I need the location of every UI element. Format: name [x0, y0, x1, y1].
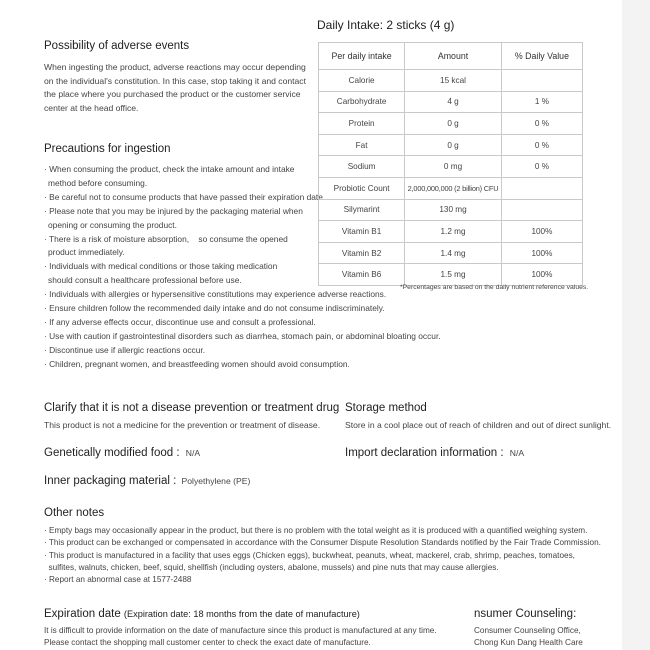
table-row	[319, 91, 583, 113]
page-margin-bar	[622, 0, 650, 650]
adverse-line: on the individual's constitution. In this case, stop taking it and contact	[44, 75, 306, 86]
table-row	[319, 242, 583, 264]
import-row	[345, 447, 524, 459]
adverse-line: When ingesting the product, adverse reactions may occur depending	[44, 62, 306, 72]
expiration-heading: Expiration date	[44, 608, 121, 620]
nutrient-amount: 130 mg	[405, 199, 502, 221]
import-value: N/A	[509, 448, 525, 458]
list-item: should consult a healthcare professional before use.	[48, 275, 242, 286]
list-item: opening or consuming the product.	[48, 219, 177, 230]
nutrient-amount: 0 g	[405, 113, 502, 135]
list-item: · If any adverse effects occur, discontinue use and consult a professional.	[44, 316, 316, 327]
nutrient-amount: 0 g	[405, 134, 502, 156]
clarify-heading: Clarify that it is not a disease prevention or treatment drug	[44, 402, 340, 414]
list-item: · Individuals with medical conditions or those taking medication	[44, 261, 278, 272]
nutrient-name: Carbohydrate	[319, 91, 405, 113]
list-item: sulfites, walnuts, chicken, beef, squid, shellfish (including oysters, abalone, mussels) and pine nuts that may cause allergies.	[44, 562, 499, 572]
expiration-text	[44, 625, 437, 650]
nutrient-daily-value	[501, 177, 582, 199]
column-header: % Daily Value	[501, 43, 582, 70]
table-row	[319, 199, 583, 221]
gmo-label: Genetically modified food :	[44, 447, 180, 459]
list-item: method before consuming.	[48, 177, 148, 188]
list-item: · Ensure children follow the recommended daily intake and do not consume indiscriminately.	[44, 303, 385, 314]
nutrient-name: Sodium	[319, 156, 405, 178]
nutrient-amount: 4 g	[405, 91, 502, 113]
adverse-line: center at the head office.	[44, 102, 139, 113]
list-item: · Children, pregnant women, and breastfeeding women should avoid consumption.	[44, 358, 350, 369]
gmo-row	[44, 447, 200, 459]
expiration-line: Please contact the shopping mall customer center to check the exact date of manufacture.	[44, 638, 371, 648]
table-row	[319, 221, 583, 243]
precautions-heading: Precautions for ingestion	[44, 143, 171, 155]
table-row	[319, 156, 583, 178]
nutrient-name: Vitamin B2	[319, 242, 405, 264]
packaging-value: Polyethylene (PE)	[181, 476, 251, 486]
adverse-text	[44, 61, 314, 115]
expiration-row	[44, 608, 360, 620]
adverse-line: the place where you purchased the product or the customer service	[44, 89, 301, 100]
table-header-row	[319, 43, 583, 70]
counseling-line: Chong Kun Dang Health Care	[474, 638, 583, 648]
nutrient-amount: 15 kcal	[405, 70, 502, 92]
nutrient-amount: 1.5 mg	[405, 264, 502, 286]
table-row	[319, 264, 583, 286]
nutrient-daily-value: 0 %	[501, 113, 582, 135]
list-item: · Empty bags may occasionally appear in the product, but there is no problem with the total weight as it is produced with a quantified weighing system.	[44, 526, 588, 535]
nutrient-daily-value: 1 %	[501, 91, 582, 113]
list-item: · Discontinue use if allergic reactions occur.	[44, 344, 206, 355]
packaging-row	[44, 475, 250, 487]
nutrient-daily-value: 100%	[501, 264, 582, 286]
nutrient-amount: 2,000,000,000 (2 billion) CFU	[405, 177, 502, 199]
nutrient-name: Vitamin B6	[319, 264, 405, 286]
counseling-text	[474, 625, 583, 650]
import-label: Import declaration information :	[345, 447, 504, 459]
nutrient-daily-value: 100%	[501, 242, 582, 264]
nutrient-daily-value: 100%	[501, 221, 582, 243]
packaging-label: Inner packaging material :	[44, 475, 177, 487]
nutrient-name: Silymarint	[319, 199, 405, 221]
gmo-value: N/A	[185, 448, 201, 458]
list-item: · Please note that you may be injured by the packaging material when	[44, 205, 303, 216]
nutrient-daily-value	[501, 70, 582, 92]
list-item: · When consuming the product, check the intake amount and intake	[44, 164, 295, 174]
nutrient-amount: 0 mg	[405, 156, 502, 178]
nutrient-name: Fat	[319, 134, 405, 156]
table-row	[319, 134, 583, 156]
nutrient-amount: 1.4 mg	[405, 242, 502, 264]
list-item: · Be careful not to consume products that have passed their expiration date.	[44, 191, 326, 202]
nutrient-name: Calorie	[319, 70, 405, 92]
other-notes-heading: Other notes	[44, 507, 105, 519]
nutrient-daily-value	[501, 199, 582, 221]
nutrient-amount: 1.2 mg	[405, 221, 502, 243]
nutrient-daily-value: 0 %	[501, 134, 582, 156]
nutrient-name: Probiotic Count	[319, 177, 405, 199]
list-item: · Report an abnormal case at 1577-2488	[44, 575, 192, 585]
list-item: · This product is manufactured in a facility that uses eggs (Chicken eggs), buckwheat, peanuts, wheat, mackerel, crab, shrimp, peaches, tomatoes,	[44, 550, 575, 560]
storage-text: Store in a cool place out of reach of children and out of direct sunlight.	[345, 420, 612, 430]
list-item: · Individuals with allergies or hypersensitive constitutions may experience adverse reactions.	[44, 289, 387, 300]
nutrient-name: Vitamin B1	[319, 221, 405, 243]
other-notes-list	[44, 525, 622, 586]
list-item: product immediately.	[48, 247, 125, 258]
nutrient-name: Protein	[319, 113, 405, 135]
column-header: Amount	[405, 43, 502, 70]
nutrition-table	[318, 42, 583, 286]
adverse-heading: Possibility of adverse events	[44, 40, 190, 52]
expiration-line: It is difficult to provide information on the date of manufacture since this product is manufactured at any time.	[44, 626, 437, 635]
clarify-text: This product is not a medicine for the prevention or treatment of disease.	[44, 420, 321, 430]
table-row	[319, 70, 583, 92]
list-item: · There is a risk of moisture absorption, so consume the opened	[44, 233, 288, 244]
counseling-heading: nsumer Counseling:	[474, 608, 577, 620]
column-header: Per daily intake	[319, 43, 405, 70]
nutrition-footnote: *Percentages are based on the daily nutrient reference values.	[400, 284, 589, 291]
counseling-line: Consumer Counseling Office,	[474, 626, 581, 635]
table-row	[319, 177, 583, 199]
table-row	[319, 113, 583, 135]
intake-title: Daily Intake: 2 sticks (4 g)	[317, 18, 455, 32]
expiration-subheading: (Expiration date: 18 months from the date of manufacture)	[123, 609, 360, 619]
list-item: · This product can be exchanged or compensated in accordance with the Consumer Dispute Resolution Standards notified by the Fair Trade Commission.	[44, 538, 601, 548]
list-item: · Use with caution if gastrointestinal disorders such as diarrhea, stomach pain, or abdominal bloating occur.	[44, 330, 441, 341]
nutrient-daily-value: 0 %	[501, 156, 582, 178]
storage-heading: Storage method	[345, 402, 427, 414]
